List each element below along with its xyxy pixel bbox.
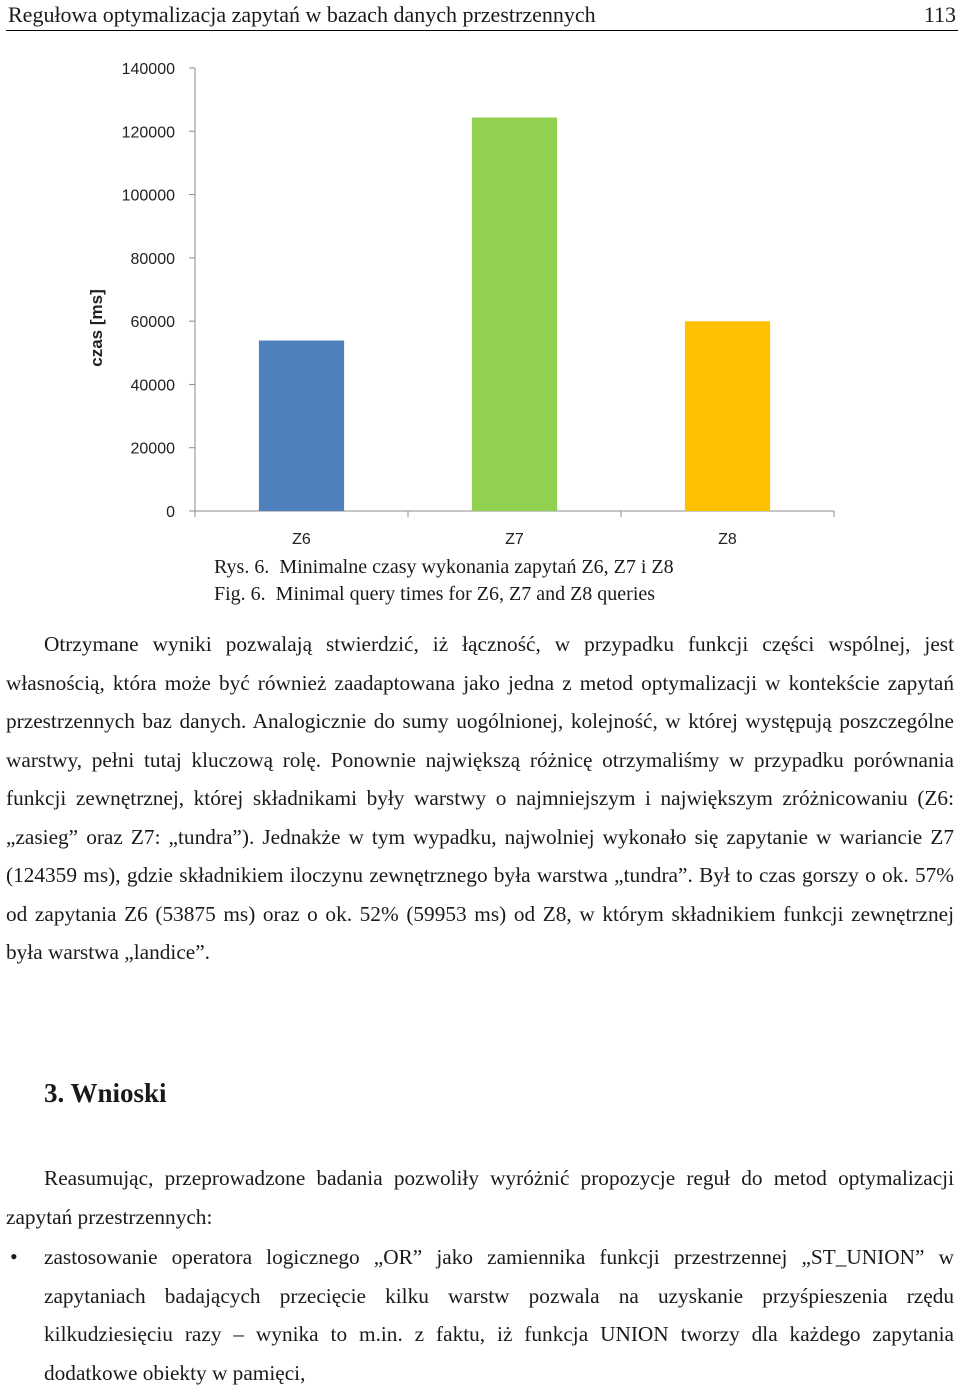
bullet-list xyxy=(6,1238,954,1392)
figure-caption-pl: Rys. 6. Minimalne czasy wykonania zapytań Z6, Z7 i Z8 xyxy=(214,556,674,578)
bullet-item-1: zastosowanie operatora logicznego „OR” jako zamiennika funkcji przestrzennej „ST_UNION” w zapytaniach badających przecięcie kilku warstw pozwala na uzyskanie przyśpieszenia rzędu kilkudziesięciu razy – wynika to m.in. z faktu, iż funkcja UNION tworzy dla każdego zapytania dodatkowe obiekty w pamięci, xyxy=(44,1245,954,1385)
bullet-marker: • xyxy=(10,1244,18,1269)
y-tick-label: 20000 xyxy=(130,440,175,458)
section-heading: 3. Wnioski xyxy=(44,1078,167,1108)
bar-z8 xyxy=(685,321,770,511)
bar-chart xyxy=(0,40,960,550)
bar-z6 xyxy=(259,341,344,511)
x-axis xyxy=(195,511,834,548)
page-number: 113 xyxy=(923,2,956,27)
y-tick-label: 100000 xyxy=(121,187,175,205)
y-tick-label: 0 xyxy=(166,504,175,521)
bar-z7 xyxy=(472,117,557,511)
figure-caption-en: Fig. 6. Minimal query times for Z6, Z7 and Z8 queries xyxy=(214,583,656,605)
y-tick-label: 60000 xyxy=(130,314,175,332)
y-axis-label: czas [ms] xyxy=(87,289,106,367)
y-axis xyxy=(122,61,195,521)
y-tick-label: 120000 xyxy=(121,124,175,142)
bars xyxy=(259,117,770,511)
page-header xyxy=(6,0,958,31)
x-tick-label: Z6 xyxy=(292,531,311,548)
y-tick-label: 80000 xyxy=(130,250,175,268)
body-paragraph-1: Otrzymane wyniki pozwalają stwierdzić, iż łączność, w przypadku funkcji części wspólnej, jest własnością, która może być również zaadaptowana jako jedna z metod optymalizacji w kontekście zapytań przestrzennych baz danych. Analogicznie do sumy uogólnionej, kolejność, w której występują poszczególne warstwy, pełni tutaj kluczową rolę. Ponownie największą różnicę otrzymaliśmy w przypadku porównania funkcji zewnętrznej, której składnikami były warstwy o najmniejszym i największym zróżnicowaniu (Z6: „zasieg” oraz Z7: „tundra”). Jednakże w tym wypadku, najwolniej wykonało się zapytanie w wariancie Z7 (124359 ms), gdzie składnikiem iloczynu zewnętrznego była warstwa „tundra”. Był to czas gorszy o ok. 57% od zapytania Z6 (53875 ms) oraz o ok. 52% (59953 ms) od Z8, w którym składnikiem funkcji zewnętrznej była warstwa „landice”. xyxy=(6,632,954,964)
y-tick-label: 140000 xyxy=(121,61,175,78)
x-tick-label: Z8 xyxy=(718,531,737,548)
running-title: Regułowa optymalizacja zapytań w bazach danych przestrzennych xyxy=(8,2,596,27)
body-paragraph-2: Reasumując, przeprowadzone badania pozwoliły wyróżnić propozycje reguł do metod optymalizacji zapytań przestrzennych: xyxy=(6,1166,954,1229)
y-tick-label: 40000 xyxy=(130,377,175,395)
x-tick-label: Z7 xyxy=(505,531,524,548)
